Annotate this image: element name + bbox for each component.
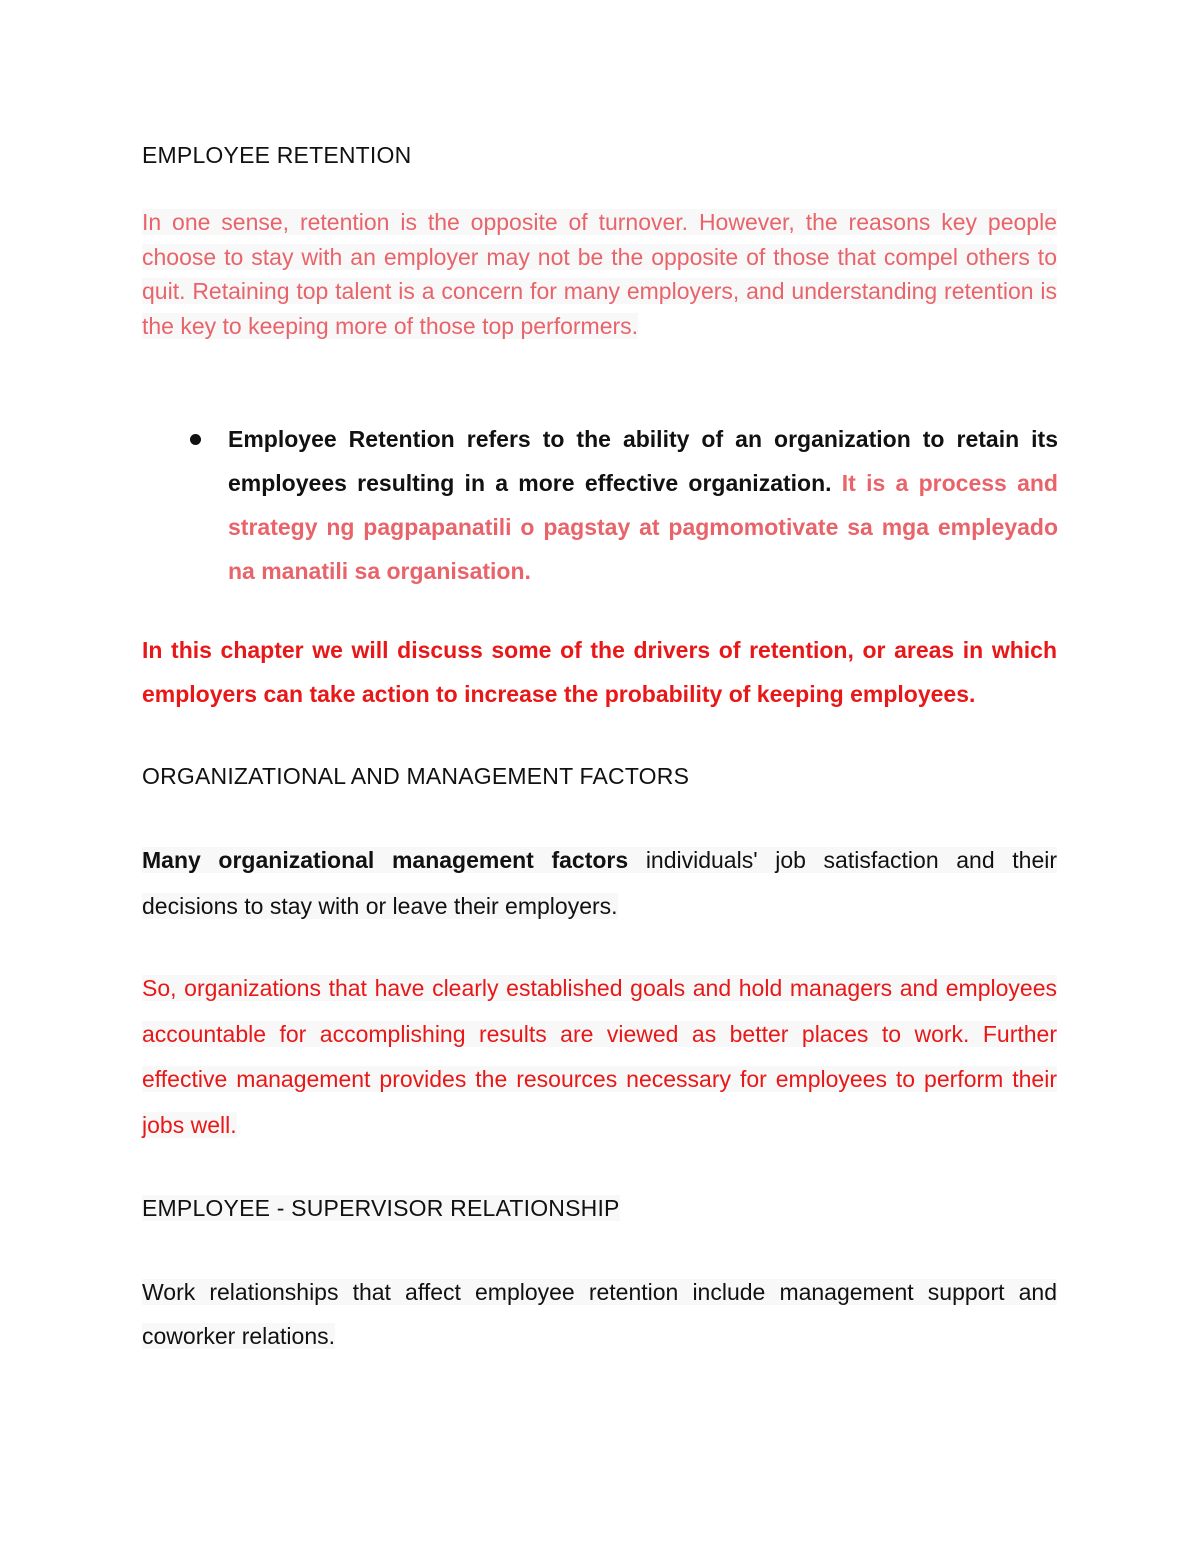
retention-definition: Employee Retention refers to the ability of an organization to retain its employees resulting in a more effective organization. bbox=[228, 426, 1058, 496]
retention-filipino-note: It is a process and strategy ng pagpapanatili o pagstay at pagmomotivate sa mga empleyado na manatili sa organisation. bbox=[228, 470, 1058, 584]
factors-bold-lead: Many organizational management factors bbox=[142, 847, 629, 873]
so-paragraph: So, organizations that have clearly established goals and hold managers and employees accountable for accomplishing results are viewed as better places to work. Further effective management provides the resources necessary for employees to perform their jobs well. bbox=[142, 975, 1057, 1138]
heading-employee-supervisor: EMPLOYEE - SUPERVISOR RELATIONSHIP bbox=[142, 1195, 620, 1221]
bullet-text bbox=[228, 417, 1058, 593]
bullet-icon bbox=[190, 434, 201, 445]
chapter-note-paragraph: In this chapter we will discuss some of the drivers of retention, or areas in which employers can take action to increase the probability of keeping employees. bbox=[142, 637, 1057, 707]
factors-paragraph bbox=[142, 838, 1057, 929]
heading-employee-retention: EMPLOYEE RETENTION bbox=[142, 142, 412, 168]
intro-paragraph: In one sense, retention is the opposite of turnover. However, the reasons key people choose to stay with an employer may not be the opposite of those that compel others to quit. Retaining top talent is a concern for many employers, and understanding retention is the key to keeping more of those top performers. bbox=[142, 209, 1057, 339]
factors-rest: individuals' job satisfaction and their decisions to stay with or leave their employers. bbox=[142, 847, 1058, 919]
heading-organizational-factors: ORGANIZATIONAL AND MANAGEMENT FACTORS bbox=[142, 763, 690, 789]
work-relationships-paragraph: Work relationships that affect employee retention include management support and coworker relations. bbox=[142, 1279, 1057, 1349]
